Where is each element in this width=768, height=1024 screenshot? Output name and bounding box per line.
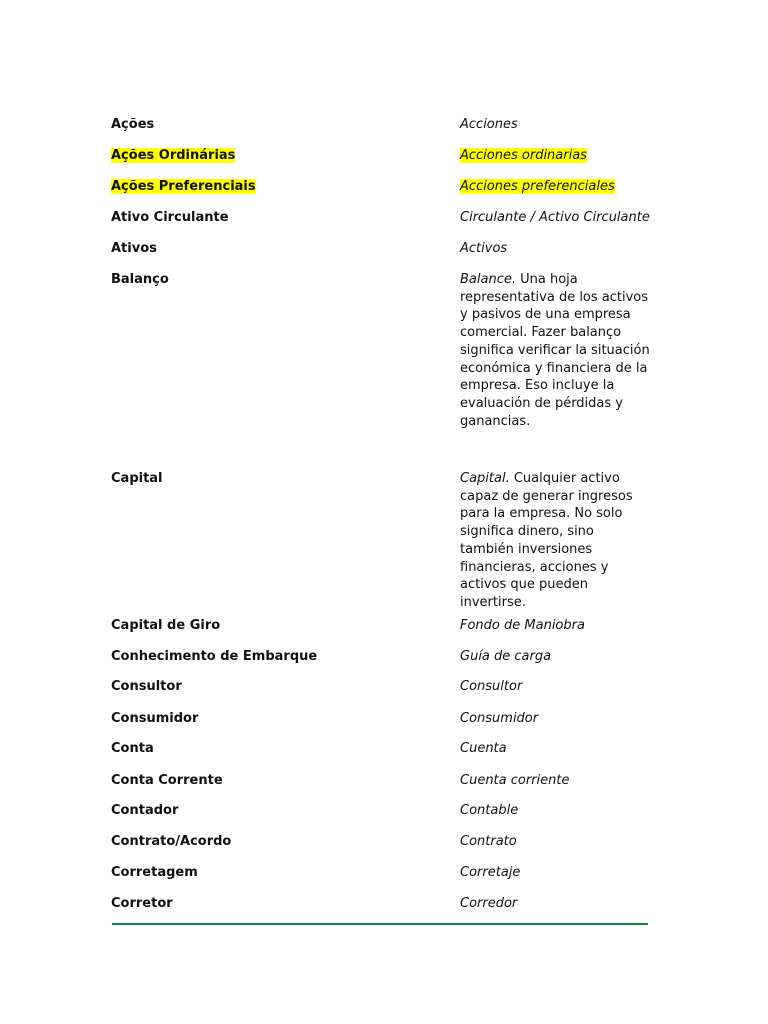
glossary-translation (460, 470, 650, 612)
glossary-translation-text: Contable (460, 803, 519, 818)
glossary-term-text: Corretagem (111, 865, 198, 880)
glossary-translation (460, 864, 650, 882)
glossary-term (111, 209, 431, 227)
glossary-translation-text: Consultor (460, 679, 523, 694)
glossary-translation-text: Activos (460, 241, 508, 256)
glossary-translation (460, 740, 650, 758)
glossary-translation-text: Corredor (460, 896, 518, 911)
glossary-term (111, 678, 431, 696)
glossary-translation-text: Consumidor (460, 711, 539, 726)
glossary-term (111, 895, 431, 913)
glossary-translation (460, 209, 650, 227)
glossary-translation-text: Circulante / Activo Circulante (460, 210, 650, 225)
glossary-translation (460, 617, 650, 635)
glossary-translation-text: Acciones preferenciales (460, 179, 615, 194)
glossary-term (111, 271, 431, 289)
glossary-translation-text: Corretaje (460, 865, 521, 880)
glossary-term-text: Capital (111, 471, 163, 486)
glossary-translation-text: Capital. (460, 471, 510, 486)
glossary-translation-text: Cuenta (460, 741, 507, 756)
glossary-term-text: Contrato/Acordo (111, 834, 232, 849)
glossary-translation-text: Cuenta corriente (460, 773, 570, 788)
glossary-term-text: Contador (111, 803, 179, 818)
glossary-translation (460, 710, 650, 728)
glossary-translation (460, 678, 650, 696)
glossary-translation-text: Guía de carga (460, 649, 552, 664)
glossary-translation (460, 147, 650, 165)
glossary-term (111, 240, 431, 258)
glossary-term-text: Corretor (111, 896, 173, 911)
glossary-translation (460, 648, 650, 666)
glossary-translation (460, 116, 650, 134)
glossary-translation (460, 178, 650, 196)
glossary-term (111, 772, 431, 790)
glossary-term (111, 710, 431, 728)
glossary-translation (460, 271, 650, 430)
glossary-term (111, 147, 431, 165)
glossary-term-text: Ações Ordinárias (111, 148, 236, 163)
glossary-translation (460, 895, 650, 913)
glossary-term (111, 178, 431, 196)
glossary-term-text: Conhecimento de Embarque (111, 649, 318, 664)
glossary-term (111, 802, 431, 820)
glossary-definition-text: Cualquier activo capaz de generar ingresos para la empresa. No solo significa dinero, sino también inversiones financieras, acciones y activos que pueden invertirse. (460, 471, 633, 610)
glossary-translation (460, 802, 650, 820)
glossary-term (111, 648, 431, 666)
glossary-translation-text: Balance. (460, 272, 516, 287)
glossary-translation (460, 240, 650, 258)
glossary-translation-text: Contrato (460, 834, 517, 849)
glossary-translation-text: Acciones (460, 117, 518, 132)
glossary-translation (460, 833, 650, 851)
glossary-term (111, 740, 431, 758)
glossary-term-text: Balanço (111, 272, 169, 287)
glossary-term-text: Ações Preferenciais (111, 179, 256, 194)
glossary-translation-text: Fondo de Maniobra (460, 618, 585, 633)
glossary-translation (460, 772, 650, 790)
glossary-term (111, 617, 431, 635)
glossary-translation-text: Acciones ordinarias (460, 148, 587, 163)
glossary-term-text: Ativos (111, 241, 157, 256)
glossary-term-text: Ativo Circulante (111, 210, 229, 225)
glossary-term-text: Consultor (111, 679, 182, 694)
glossary-definition-text: Una hoja representativa de los activos y pasivos de una empresa comercial. Fazer balanço significa verificar la situación económica y financiera de la empresa. Eso incluye la evaluación de pérdidas y ganancias. (460, 272, 650, 429)
glossary-term (111, 864, 431, 882)
glossary-term-text: Conta (111, 741, 154, 756)
glossary-term-text: Conta Corrente (111, 773, 223, 788)
bottom-rule (112, 923, 648, 925)
glossary-term-text: Capital de Giro (111, 618, 221, 633)
glossary-term (111, 470, 431, 488)
glossary-term-text: Consumidor (111, 711, 199, 726)
glossary-term-text: Ações (111, 117, 155, 132)
glossary-term (111, 116, 431, 134)
glossary-term (111, 833, 431, 851)
